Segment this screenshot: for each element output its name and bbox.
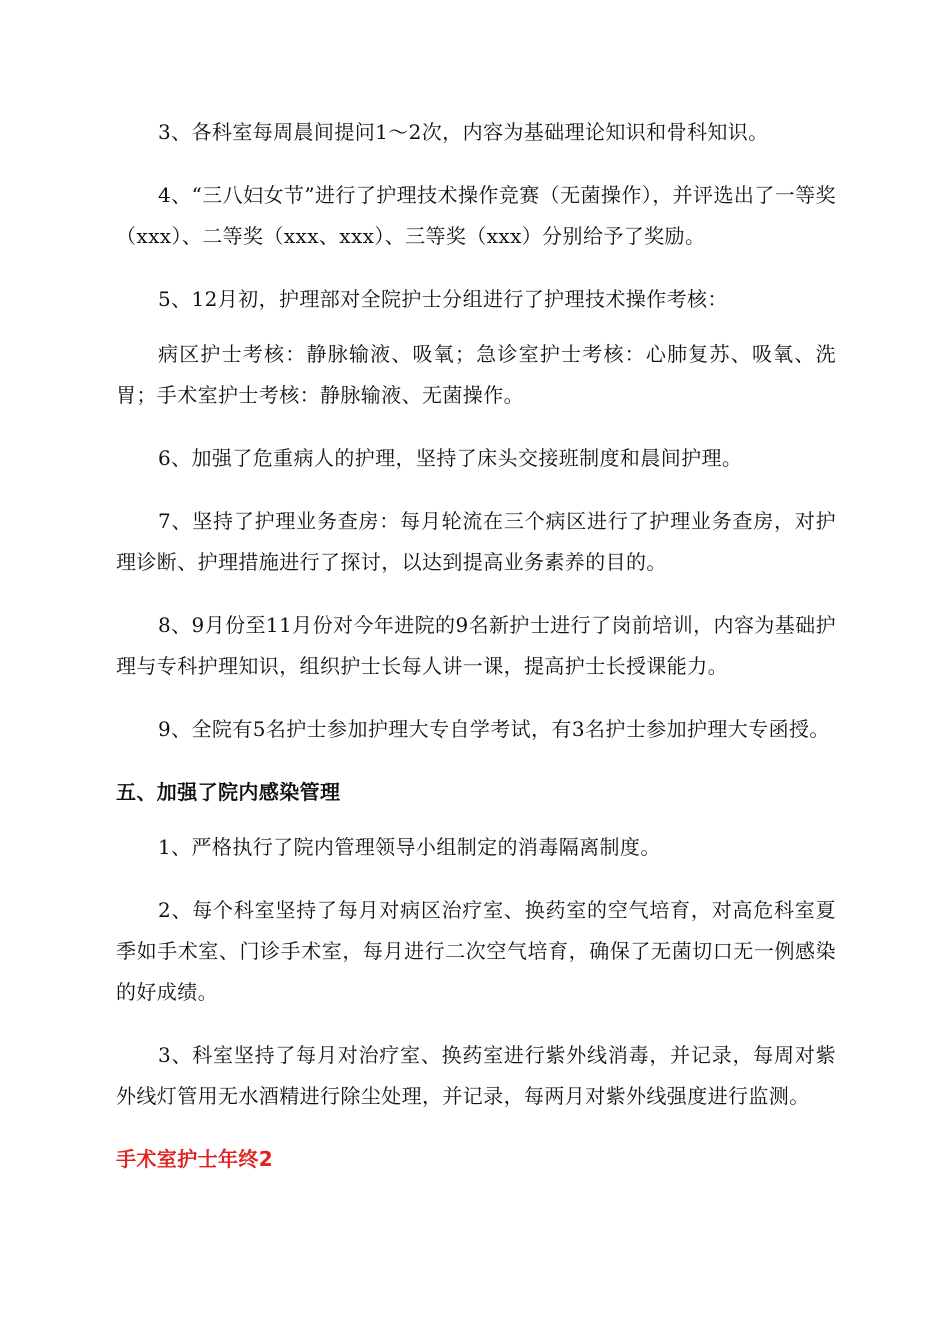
paragraph-exam-details: 病区护士考核：静脉输液、吸氧；急诊室护士考核：心肺复苏、吸氧、洗胃；手术室护士考核：静脉输液、无菌操作。 (116, 342, 836, 407)
document-body (116, 112, 836, 1180)
section-title-red: 手术室护士年终2 (116, 1147, 274, 1171)
infection-item-3: 3、科室坚持了每月对治疗室、换药室进行紫外线消毒，并记录，每周对紫外线灯管用无水酒精进行除尘处理，并记录，每两月对紫外线强度进行监测。 (116, 1043, 836, 1108)
paragraph-item-6: 6、加强了危重病人的护理，坚持了床头交接班制度和晨间护理。 (158, 446, 743, 470)
paragraph-item-4: 4、“三八妇女节”进行了护理技术操作竞赛（无菌操作），并评选出了一等奖（xxx）、二等奖（xxx、xxx）、三等奖（xxx）分别给予了奖励。 (116, 183, 836, 248)
section-heading-infection-control: 五、加强了院内感染管理 (116, 780, 341, 804)
paragraph-item-8: 8、9月份至11月份对今年进院的9名新护士进行了岗前培训，内容为基础护理与专科护理知识，组织护士长每人讲一课，提高护士长授课能力。 (116, 613, 836, 678)
infection-item-2: 2、每个科室坚持了每月对病区治疗室、换药室的空气培育，对高危科室夏季如手术室、门诊手术室，每月进行二次空气培育，确保了无菌切口无一例感染的好成绩。 (116, 898, 836, 1004)
paragraph-item-3: 3、各科室每周晨间提问1～2次，内容为基础理论知识和骨科知识。 (158, 120, 769, 144)
paragraph-item-9: 9、全院有5名护士参加护理大专自学考试，有3名护士参加护理大专函授。 (158, 717, 830, 741)
infection-item-1: 1、严格执行了院内管理领导小组制定的消毒隔离制度。 (158, 835, 661, 859)
paragraph-item-5: 5、12月初，护理部对全院护士分组进行了护理技术操作考核： (158, 287, 728, 311)
paragraph-item-7: 7、坚持了护理业务查房：每月轮流在三个病区进行了护理业务查房，对护理诊断、护理措施进行了探讨，以达到提高业务素养的目的。 (116, 509, 836, 574)
